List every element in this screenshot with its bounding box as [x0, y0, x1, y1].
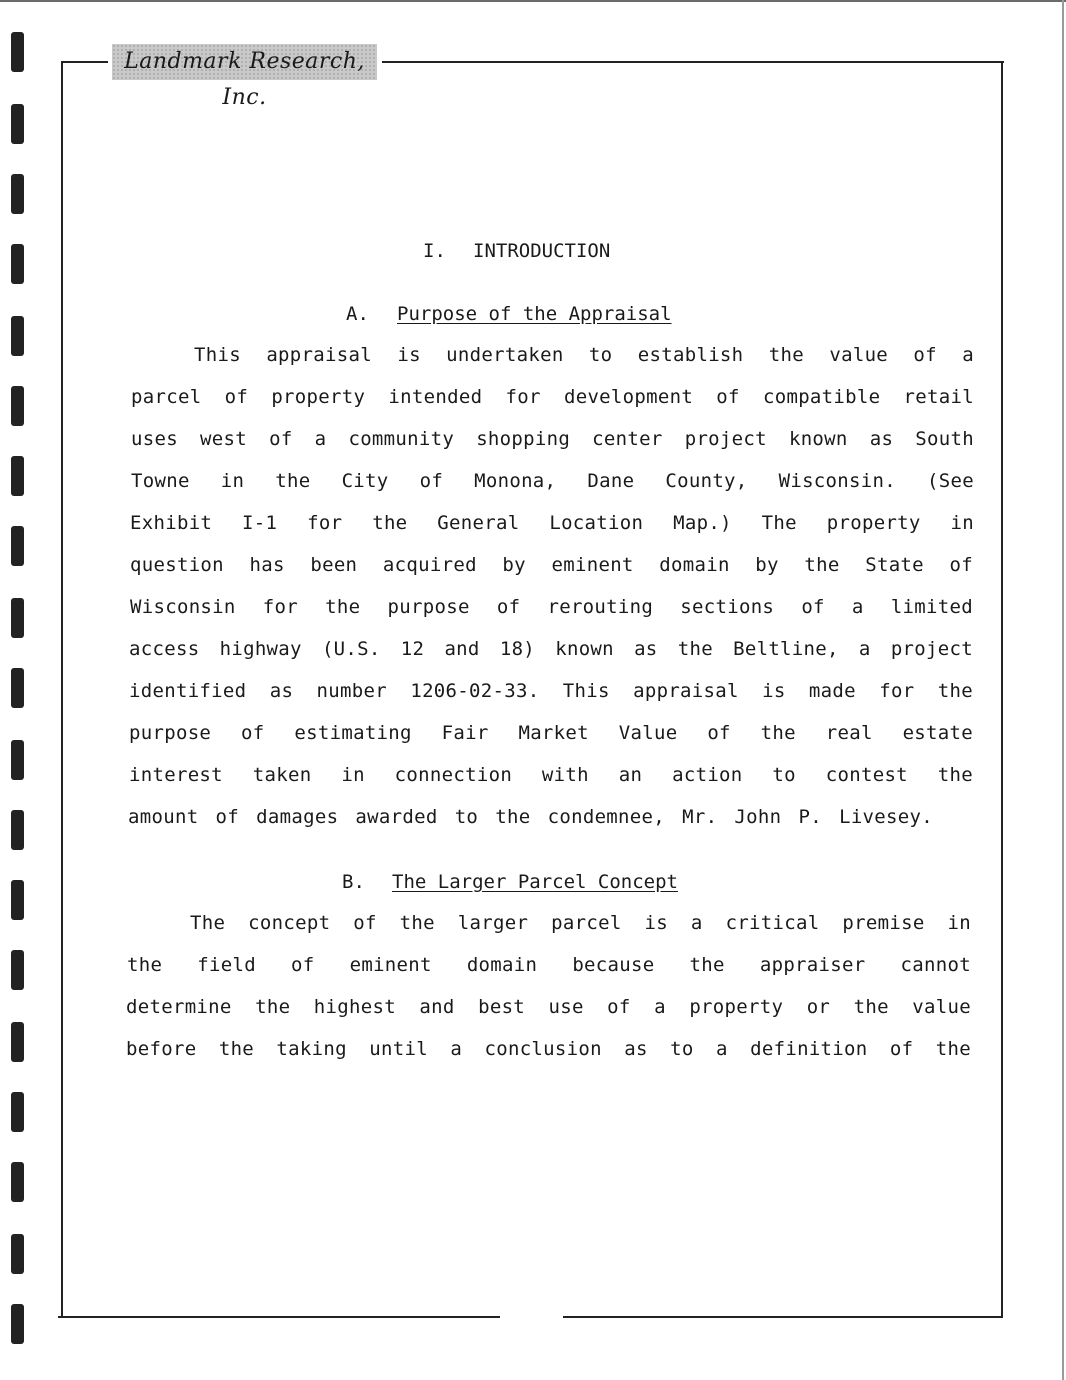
- binding-hole: [11, 174, 24, 214]
- page-frame-top-right: [382, 61, 1004, 63]
- binding-hole: [11, 668, 24, 708]
- paragraph-line: parcel of property intended for development of compatible retail: [131, 386, 974, 408]
- binding-hole: [11, 104, 24, 144]
- section-heading: [423, 240, 610, 262]
- binding-hole: [11, 386, 24, 426]
- section-number: I.: [423, 240, 446, 262]
- page-frame-bottom-left: [58, 1316, 500, 1318]
- binding-hole: [11, 526, 24, 566]
- paragraph-line: access highway (U.S. 12 and 18) known as the Beltline, a project: [129, 638, 973, 660]
- binding-hole: [11, 1162, 24, 1202]
- paragraph-line: uses west of a community shopping center project known as South: [131, 428, 974, 450]
- paragraph-line: amount of damages awarded to the condemnee, Mr. John P. Livesey.: [128, 806, 933, 828]
- binding-hole: [11, 316, 24, 356]
- paragraph-line: question has been acquired by eminent domain by the State of: [130, 554, 973, 576]
- subsection-b-letter: B.: [342, 871, 365, 893]
- paragraph-line: Towne in the City of Monona, Dane County, Wisconsin. (See: [131, 470, 974, 492]
- binding-hole: [11, 810, 24, 850]
- paragraph-line: determine the highest and best use of a property or the value: [126, 996, 971, 1018]
- subsection-a-title: Purpose of the Appraisal: [397, 303, 672, 325]
- binding-holes: [8, 0, 28, 1380]
- binding-hole: [11, 740, 24, 780]
- binding-hole: [11, 456, 24, 496]
- binding-hole: [11, 244, 24, 284]
- paragraph-line: Exhibit I-1 for the General Location Map.) The property in: [130, 512, 974, 534]
- binding-hole: [11, 598, 24, 638]
- binding-hole: [11, 1234, 24, 1274]
- page-frame-left: [61, 61, 63, 1318]
- page-right-edge: [1062, 0, 1064, 1380]
- binding-hole: [11, 32, 24, 72]
- binding-hole: [11, 950, 24, 990]
- subsection-a-letter: A.: [346, 303, 369, 325]
- subsection-b-title: The Larger Parcel Concept: [392, 871, 678, 893]
- binding-hole: [11, 1092, 24, 1132]
- section-title: INTRODUCTION: [473, 240, 611, 262]
- page-top-edge: [0, 0, 1066, 2]
- page-frame-bottom-right: [563, 1316, 1002, 1318]
- binding-hole: [11, 1022, 24, 1062]
- company-logo: Landmark Research, Inc.: [112, 44, 377, 80]
- paragraph-line: This appraisal is undertaken to establish the value of a: [194, 344, 974, 366]
- page-frame-top-left: [62, 61, 108, 63]
- paragraph-line: purpose of estimating Fair Market Value of the real estate: [129, 722, 973, 744]
- paragraph-line: interest taken in connection with an action to contest the: [129, 764, 973, 786]
- subsection-b-heading: [342, 871, 678, 893]
- paragraph-line: The concept of the larger parcel is a critical premise in: [190, 912, 971, 934]
- subsection-a-heading: [346, 303, 672, 325]
- paragraph-line: identified as number 1206-02-33. This appraisal is made for the: [129, 680, 973, 702]
- page-frame-right: [1001, 61, 1003, 1318]
- paragraph-line: Wisconsin for the purpose of rerouting sections of a limited: [130, 596, 973, 618]
- paragraph-line: before the taking until a conclusion as to a definition of the: [126, 1038, 971, 1060]
- binding-hole: [11, 880, 24, 920]
- binding-hole: [11, 1304, 24, 1344]
- paragraph-line: the field of eminent domain because the appraiser cannot: [127, 954, 971, 976]
